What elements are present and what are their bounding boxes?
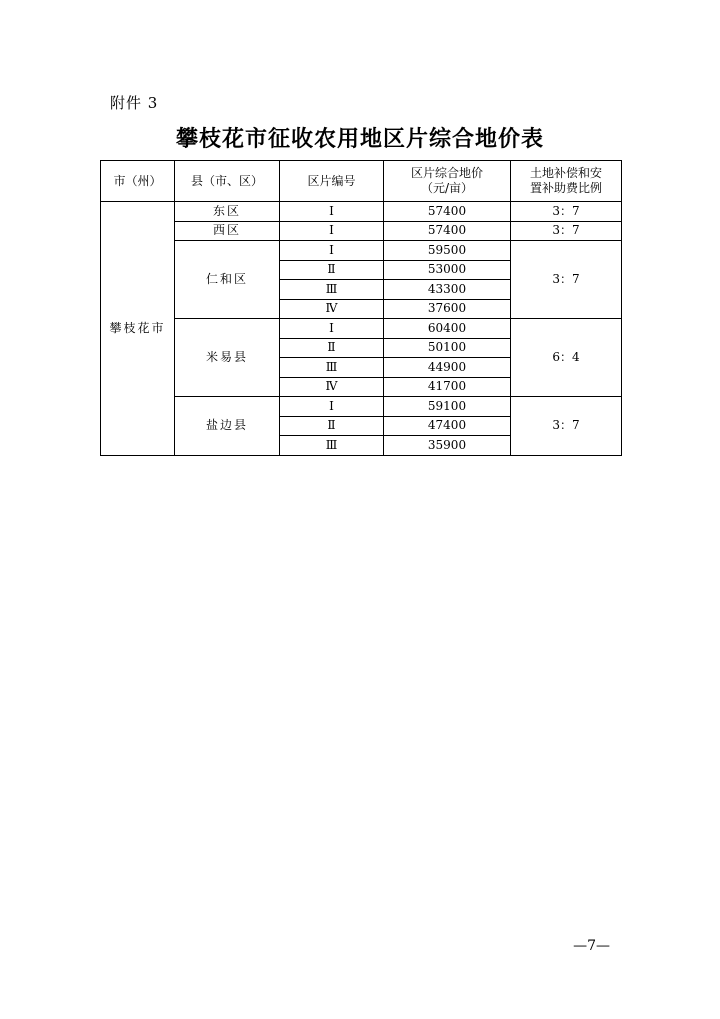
ratio-cell: 6：4 (511, 319, 622, 397)
county-cell: 东区 (175, 202, 280, 222)
ratio-cell: 3：7 (511, 202, 622, 222)
header-ratio-line2: 置补助费比例 (529, 181, 602, 195)
table-header-row (101, 161, 622, 202)
zone-number-cell: Ⅲ (280, 436, 384, 456)
price-cell: 53000 (384, 260, 511, 280)
zone-number-cell: Ⅳ (280, 377, 384, 397)
zone-number-cell: Ⅰ (280, 221, 384, 241)
header-ratio (511, 161, 622, 202)
header-price (384, 161, 511, 202)
ratio-cell: 3：7 (511, 397, 622, 456)
county-cell: 西区 (175, 221, 280, 241)
table-row (101, 202, 622, 222)
ratio-cell: 3：7 (511, 241, 622, 319)
zone-number-cell: Ⅱ (280, 260, 384, 280)
header-city: 市（州） (101, 161, 175, 202)
price-cell: 59100 (384, 397, 511, 417)
table-row (101, 221, 622, 241)
price-cell: 43300 (384, 280, 511, 300)
document-title: 攀枝花市征收农用地区片综合地价表 (175, 126, 544, 152)
price-cell: 44900 (384, 358, 511, 378)
page-number: —7— (573, 938, 610, 954)
ratio-cell: 3：7 (511, 221, 622, 241)
county-cell: 仁和区 (175, 241, 280, 319)
zone-number-cell: Ⅲ (280, 280, 384, 300)
county-cell: 米易县 (175, 319, 280, 397)
price-cell: 50100 (384, 338, 511, 358)
header-ratio-line1: 土地补偿和安 (529, 166, 602, 180)
table-row (101, 397, 622, 417)
price-cell: 41700 (384, 377, 511, 397)
header-price-line2: （元/亩） (420, 181, 474, 195)
zone-number-cell: Ⅳ (280, 299, 384, 319)
price-cell: 57400 (384, 221, 511, 241)
zone-number-cell: Ⅱ (280, 338, 384, 358)
price-cell: 57400 (384, 202, 511, 222)
table-row (101, 319, 622, 339)
price-cell: 37600 (384, 299, 511, 319)
price-cell: 59500 (384, 241, 511, 261)
zone-number-cell: Ⅲ (280, 358, 384, 378)
zone-number-cell: Ⅰ (280, 202, 384, 222)
table-body (101, 202, 622, 456)
price-cell: 35900 (384, 436, 511, 456)
price-cell: 47400 (384, 416, 511, 436)
zone-number-cell: Ⅰ (280, 397, 384, 417)
zone-number-cell: Ⅰ (280, 241, 384, 261)
header-county: 县（市、区） (175, 161, 280, 202)
zone-number-cell: Ⅰ (280, 319, 384, 339)
land-price-table (100, 160, 622, 456)
table-row (101, 241, 622, 261)
city-cell: 攀枝花市 (101, 202, 175, 456)
county-cell: 盐边县 (175, 397, 280, 456)
zone-number-cell: Ⅱ (280, 416, 384, 436)
header-zone-number: 区片编号 (280, 161, 384, 202)
price-cell: 60400 (384, 319, 511, 339)
header-price-line1: 区片综合地价 (410, 166, 483, 180)
attachment-label: 附件 3 (110, 94, 159, 112)
